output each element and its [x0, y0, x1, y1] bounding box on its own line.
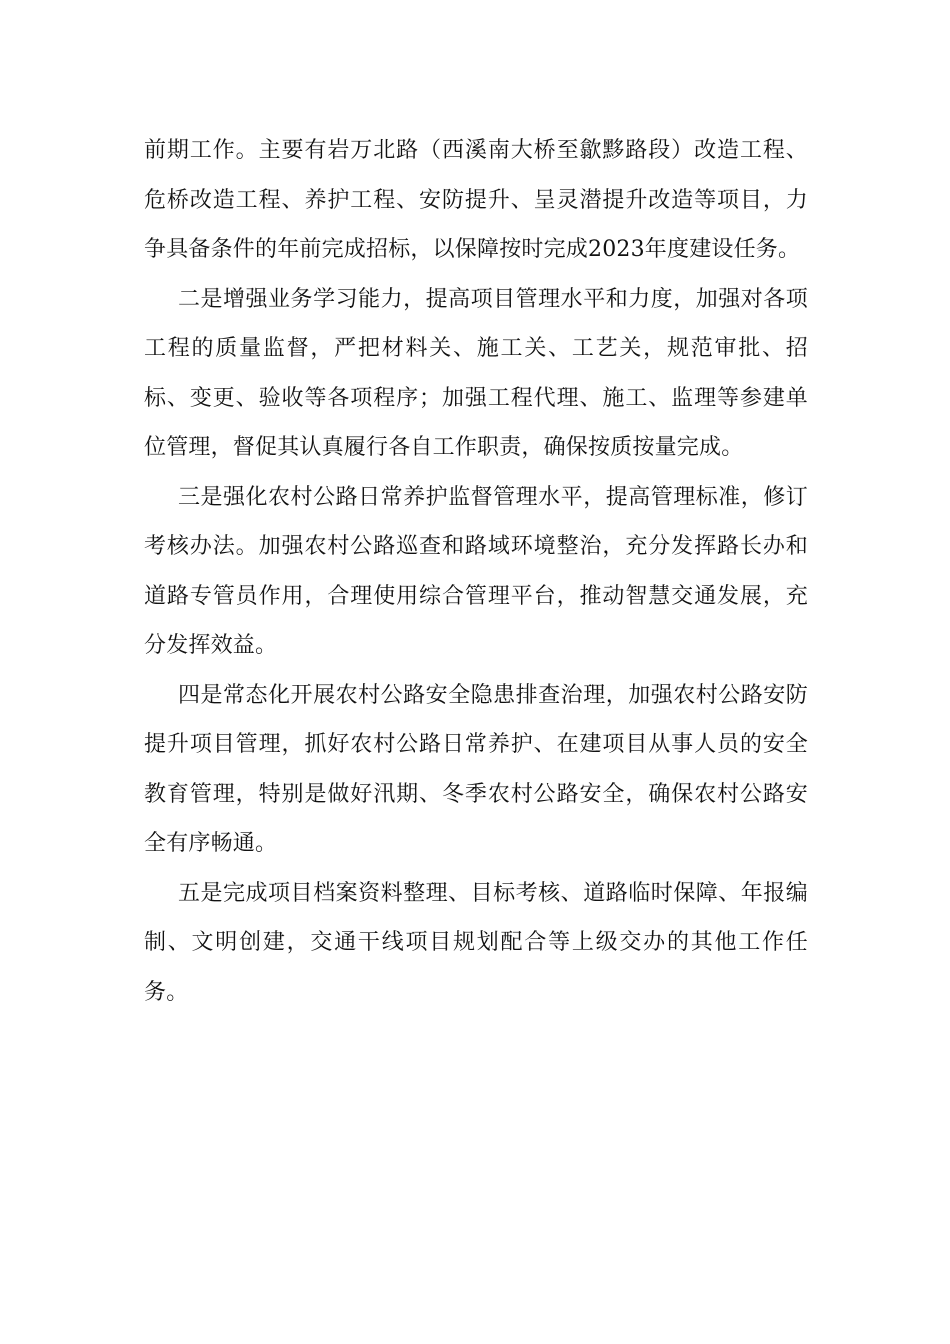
document-body [144, 126, 808, 1017]
paragraph-continuation: 前期工作。主要有岩万北路（西溪南大桥至歙黟路段）改造工程、危桥改造工程、养护工程、安防提升、呈灵潜提升改造等项目，力争具备条件的年前完成招标，以保障按时完成2023年度建设任务。 [144, 138, 808, 262]
paragraph-item-5: 五是完成项目档案资料整理、目标考核、道路临时保障、年报编制、文明创建，交通干线项目规划配合等上级交办的其他工作任务。 [144, 880, 808, 1005]
paragraph-item-3: 三是强化农村公路日常养护监督管理水平，提高管理标准，修订考核办法。加强农村公路巡查和路域环境整治，充分发挥路长办和道路专管员作用，合理使用综合管理平台，推动智慧交通发展，充分发挥效益。 [144, 484, 808, 658]
paragraph-item-4: 四是常态化开展农村公路安全隐患排查治理，加强农村公路安防提升项目管理，抓好农村公路日常养护、在建项目从事人员的安全教育管理，特别是做好汛期、冬季农村公路安全，确保农村公路安全有序畅通。 [144, 682, 808, 856]
paragraph-item-2: 二是增强业务学习能力，提高项目管理水平和力度，加强对各项工程的质量监督，严把材料关、施工关、工艺关，规范审批、招标、变更、验收等各项程序；加强工程代理、施工、监理等参建单位管理，督促其认真履行各自工作职责，确保按质按量完成。 [144, 286, 808, 460]
